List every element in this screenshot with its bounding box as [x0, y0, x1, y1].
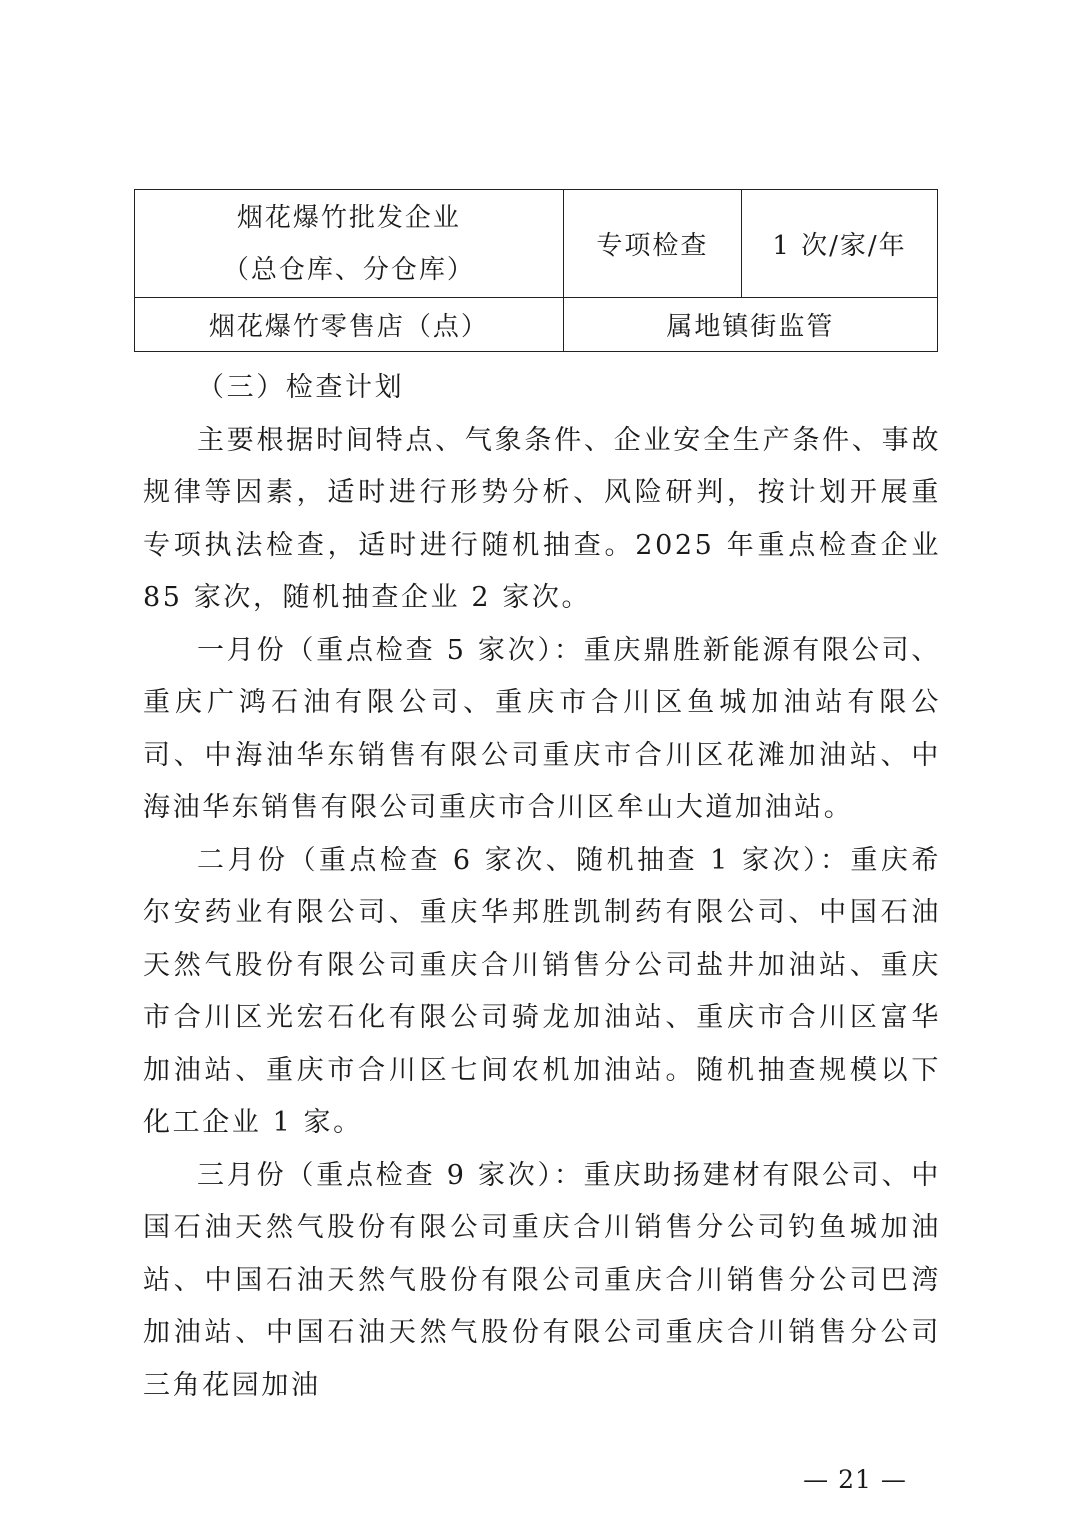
document-body — [143, 362, 941, 1412]
section-heading: （三）检查计划 — [197, 372, 405, 403]
paragraph: 二月份（重点检查 6 家次、随机抽查 1 家次）：重庆希尔安药业有限公司、重庆华邦胜凯制药有限公司、中国石油天然气股份有限公司重庆合川销售分公司盐井加油站、重庆市合川区光宏石化有限公司骑龙加油站、重庆市合川区富华加油站、重庆市合川区七间农机加油站。随机抽查规模以下化工企业 1 家。 — [143, 844, 941, 1138]
inspection-frequency-table — [134, 189, 938, 352]
paragraph: 一月份（重点检查 5 家次）：重庆鼎胜新能源有限公司、重庆广鸿石油有限公司、重庆市合川区鱼城加油站有限公司、中海油华东销售有限公司重庆市合川区花滩加油站、中海油华东销售有限公司重庆市合川区牟山大道加油站。 — [143, 634, 941, 823]
table-cell-supervision: 属地镇街监管 — [563, 298, 937, 352]
table-cell-enterprise-type: 烟花爆竹零售店（点） — [135, 298, 564, 352]
table-cell-enterprise-type — [135, 190, 564, 298]
enterprise-type-line2: （总仓库、分仓库） — [222, 254, 475, 285]
paragraph: 主要根据时间特点、气象条件、企业安全生产条件、事故规律等因素，适时进行形势分析、风险研判，按计划开展重专项执法检查，适时进行随机抽查。2025 年重点检查企业 85 家次，随机抽查企业 2 家次。 — [143, 424, 941, 613]
table-cell-inspection-method: 专项检查 — [563, 190, 741, 298]
paragraph: 三月份（重点检查 9 家次）：重庆助扬建材有限公司、中国石油天然气股份有限公司重庆合川销售分公司钓鱼城加油站、中国石油天然气股份有限公司重庆合川销售分公司巴湾加油站、中国石油天然气股份有限公司重庆合川销售分公司三角花园加油 — [143, 1159, 941, 1401]
table-cell-inspection-frequency: 1 次/家/年 — [741, 190, 937, 298]
page-number: — 21 — — [803, 1465, 907, 1494]
enterprise-type-line1: 烟花爆竹批发企业 — [236, 202, 461, 233]
table-row — [135, 190, 938, 298]
table-row — [135, 298, 938, 352]
